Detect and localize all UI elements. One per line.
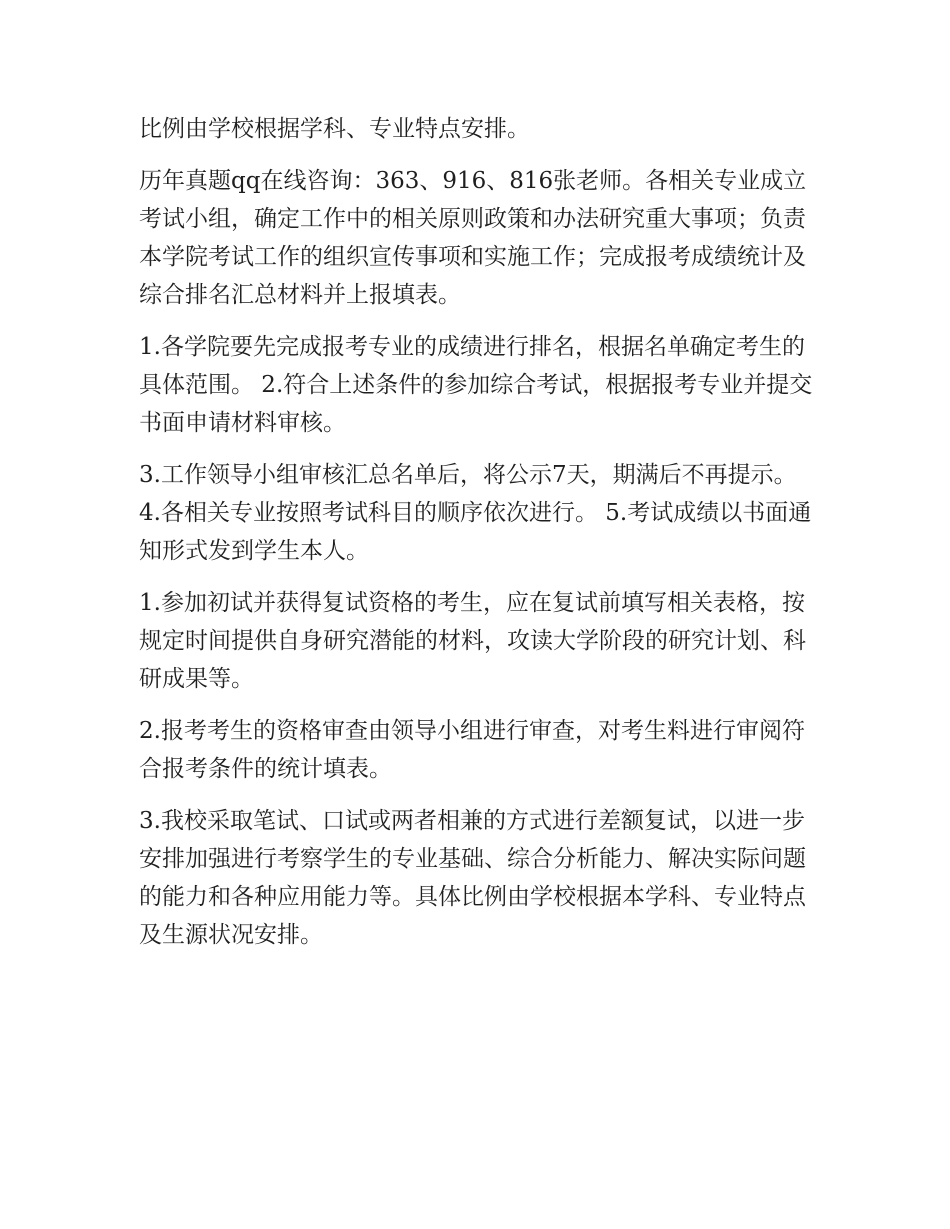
- paragraph: 比例由学校根据学科、专业特点安排。: [139, 116, 530, 142]
- paragraph: 历年真题qq在线咨询：363、916、816张老师。各相关专业成立考试小组，确定工作中的相关原则政策和办法研究重大事项；负责本学院考试工作的组织宣传事项和实施工作；完成报考成绩统计及综合排名汇总材料并上报填表。: [139, 168, 807, 308]
- paragraph: 3.工作领导小组审核汇总名单后，将公示7天，期满后不再提示。 4.各相关专业按照考试科目的顺序依次进行。 5.考试成绩以书面通知形式发到学生本人。: [139, 462, 812, 564]
- paragraph: 1.各学院要先完成报考专业的成绩进行排名，根据名单确定考生的具体范围。 2.符合上述条件的参加综合考试，根据报考专业并提交书面申请材料审核。: [139, 334, 813, 436]
- paragraph: 1.参加初试并获得复试资格的考生，应在复试前填写相关表格，按规定时间提供自身研究潜能的材料，攻读大学阶段的研究计划、科研成果等。: [139, 590, 806, 692]
- paragraph: 3.我校采取笔试、口试或两者相兼的方式进行差额复试，以进一步安排加强进行考察学生的专业基础、综合分析能力、解决实际问题的能力和各种应用能力等。具体比例由学校根据本学科、专业特点及生源状况安排。: [139, 808, 806, 948]
- document-body: [139, 110, 819, 968]
- paragraph: 2.报考考生的资格审查由领导小组进行审查，对考生料进行审阅符合报考条件的统计填表。: [139, 718, 805, 782]
